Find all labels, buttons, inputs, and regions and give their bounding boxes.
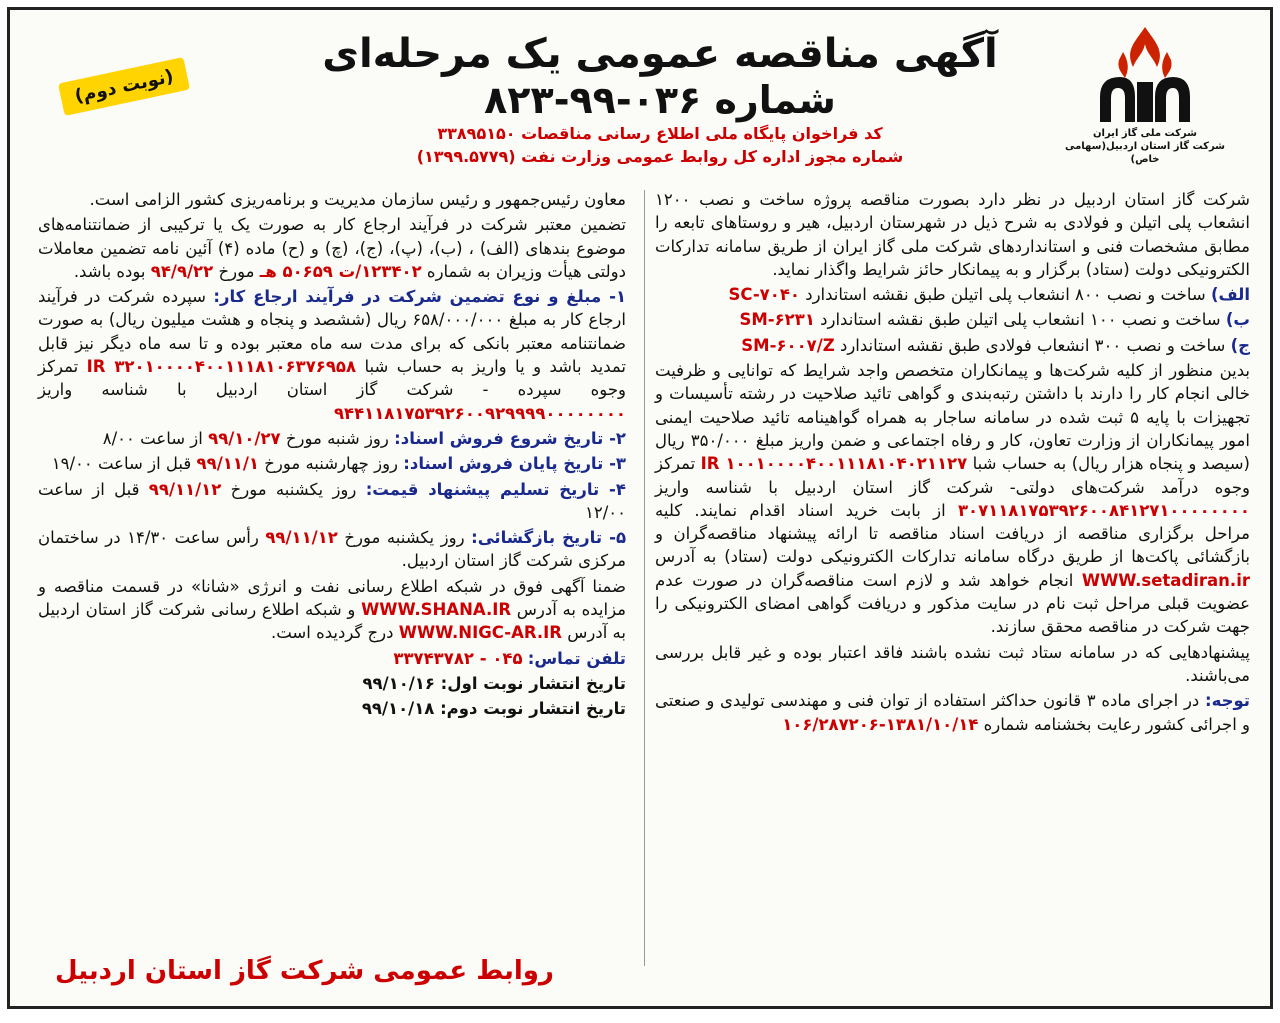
shana-paragraph: ضمنا آگهی فوق در شبکه اطلاع رسانی نفت و انرژی «شانا» در قسمت مناقصه و مزایده به آدرس WWW.SHANA.IR و شبکه اطلاع رسانی شرکت گاز استان اردبیل به آدرس WWW.NIGC-AR.IR درج گردیده است.: [38, 576, 627, 643]
nigc-link[interactable]: WWW.NIGC-AR.IR: [398, 623, 563, 643]
publish-date-2: تاریخ انتشار نوبت دوم: ۹۹/۱۰/۱۸: [361, 699, 626, 719]
payment-id-fee: ۳۰۷۱۱۸۱۷۵۳۹۲۶۰۰۸۴۱۲۷۱۰۰۰۰۰۰۰۰: [957, 500, 1250, 520]
notice-header: [10, 10, 1270, 185]
eligibility-paragraph: بدین منظور از کلیه شرکت‌ها و پیمانکاران متخصص واجد شرایط که توانایی و ظرفیت خالی انجام کار را دارند با داشتن رتبه‌بندی و گواهی تائید صلاحیت در رشته تأسیسات و تجهیزات با پایه ۵ ثبت شده در سامانه ساجار به همراه گواهینامه تائید صلاحیت ایمنی امور پیمانکاران از وزارت تعاون، کار و رفاه اجتماعی و ضمن واریز مبلغ ۳۵۰/۰۰۰ ریال (سیصد و پنجاه هزار ریال) به حساب شبا IR ۱۰۰۱۰۰۰۰۴۰۰۱۱۱۸۱۰۴۰۲۱۱۲۷ تمرکز وجوه درآمد شرکت‌های دولتی- شرکت گاز استان اردبیل با شناسه واریز ۳۰۷۱۱۸۱۷۵۳۹۲۶۰۰۸۴۱۲۷۱۰۰۰۰۰۰۰۰ از بابت خرید اسناد اقدام نمایند. کلیه مراحل برگزاری مناقصه از دریافت اسناد مناقصه تا ارائه پیشنهاد مناقصه‌گران و بازگشائی پاکت‌ها از طریق درگاه سامانه تدارکات الکترونیکی دولت (ستاد) به آدرس WWW.setadiran.ir انجام خواهد شد و لازم است مناقصه‌گران در صورت عدم عضویت قبلی مراحل ثبت نام در سایت مذکور و دریافت گواهی امضای الکترونیکی را جهت شرکت در مناقصه محقق سازند.: [655, 361, 1251, 637]
setad-link[interactable]: WWW.setadiran.ir: [1081, 570, 1250, 590]
section-2: ۲- تاریخ شروع فروش اسناد: روز شنبه مورخ ۹۹/۱۰/۲۷ از ساعت ۸/۰۰: [102, 428, 626, 448]
nigc-flame-icon: [1085, 22, 1205, 127]
continuation-text: معاون رئیس‌جمهور و رئیس سازمان مدیریت و برنامه‌ریزی کشور الزامی است.: [89, 190, 626, 209]
title-block: [310, 30, 1010, 168]
item-a: الف) ساخت و نصب ۸۰۰ انشعاب پلی اتیلن طبق نقشه استاندارد SC-۷۰۴۰: [728, 285, 1250, 305]
publish-date-1: تاریخ انتشار نوبت اول: ۹۹/۱۰/۱۶: [362, 673, 626, 693]
guarantee-paragraph: تضمین معتبر شرکت در فرآیند ارجاع کار به صورت یک یا ترکیبی از ضمانتنامه‌های موضوع بندهای (الف) ، (ب)، (پ)، (ج)، (چ) و (ح) ماده (۴) آئین نامه تضمین معاملات دولتی هیأت وزیران به شماره ۱۲۳۴۰۲/ت ۵۰۶۵۹ هـ مورخ ۹۴/۹/۲۲ بوده باشد.: [38, 215, 626, 281]
intro-paragraph: شرکت گاز استان اردبیل در نظر دارد بصورت مناقصه پروژه ساخت و نصب ۱۲۰۰ انشعاب پلی اتیلن و فولادی به شرح ذیل در شهرستان اردبیل، هیر و روستاهای تابعه را مطابق مشخصات فنی و استانداردهای شرکت ملی گاز ایران از طریق سامانه تدارکات الکترونیکی دولت (ستاد) برگزار و به پیمانکار حائز شرایط واگذار نماید.: [655, 190, 1250, 279]
invalid-bids-paragraph: پیشنهادهایی که در سامانه ستاد ثبت نشده باشند فاقد اعتبار بوده و غیر قابل بررسی می‌باشند.: [655, 642, 1250, 685]
portal-code: کد فراخوان پایگاه ملی اطلاع رسانی مناقصات ۳۳۸۹۵۱۵۰: [437, 124, 883, 143]
left-column: [38, 188, 626, 723]
company-name-2: شرکت گاز استان اردبیل(سهامی خاص): [1064, 141, 1225, 165]
item-c: ج) ساخت و نصب ۳۰۰ انشعاب فولادی طبق نقشه استاندارد SM-۶۰۰۷/Z: [741, 335, 1250, 355]
payment-id-deposit: ۹۴۴۱۱۸۱۷۵۳۹۲۶۰۰۹۲۹۹۹۹۰۰۰۰۰۰۰۰: [333, 403, 626, 423]
permit-number: شماره مجوز اداره کل روابط عمومی وزارت نفت (۱۳۹۹.۵۷۷۹): [416, 147, 904, 166]
company-name-1: شرکت ملی گاز ایران: [1093, 128, 1197, 139]
iban-fee: IR ۱۰۰۱۰۰۰۰۴۰۰۱۱۱۸۱۰۴۰۲۱۱۲۷: [700, 454, 968, 474]
tender-number: شماره ۰۳۶-۹۹-۸۲۳: [484, 78, 836, 122]
contact-phone: تلفن تماس: ۰۴۵ - ۳۳۷۴۳۷۸۲: [393, 648, 626, 668]
item-b: ب) ساخت و نصب ۱۰۰ انشعاب پلی اتیلن طبق نقشه استاندارد SM-۶۲۳۱: [739, 310, 1250, 330]
right-column: [655, 188, 1250, 738]
signature: روابط عمومی شرکت گاز استان اردبیل: [55, 956, 554, 986]
note-paragraph: توجه: در اجرای ماده ۳ قانون حداکثر استفاده از توان فنی و مهندسی تولیدی و صنعتی و اجرائی کشور رعایت بخشنامه شماره ۱۳۸۱/۱۰/۱۴-۱۰۶/۲۸۷۲۰۶: [655, 691, 1251, 734]
company-logo: [1060, 22, 1230, 166]
section-3: ۳- تاریخ پایان فروش اسناد: روز چهارشنبه مورخ ۹۹/۱۱/۱ قبل از ساعت ۱۹/۰۰: [51, 454, 626, 474]
page-title: آگهی مناقصه عمومی یک مرحله‌ای: [322, 31, 998, 77]
shana-link[interactable]: WWW.SHANA.IR: [361, 600, 512, 620]
section-1: ۱- مبلغ و نوع تضمین شرکت در فرآیند ارجاع کار: سپرده شرکت در فرآیند ارجاع کار به مبلغ ۶۵۸/۰۰۰/۰۰۰ ریال (ششصد و پنجاه و هشت میلیون ریال) به صورت ضمانتنامه معتبر بانکی که برای مدت سه ماه معتبر بوده و تا سه ماه دیگر نیز قابل تمدید باشد و یا واریز به حساب شبا IR ۳۲۰۱۰۰۰۰۴۰۰۱۱۱۸۱۰۶۳۷۶۹۵۸ تمرکز وجوه سپرده - شرکت گاز استان اردبیل با شناسه واریز ۹۴۴۱۱۸۱۷۵۳۹۲۶۰۰۹۲۹۹۹۹۰۰۰۰۰۰۰۰: [38, 287, 627, 423]
tender-notice: [7, 7, 1273, 1009]
section-4: ۴- تاریخ تسلیم پیشنهاد قیمت: روز یکشنبه مورخ ۹۹/۱۱/۱۲ قبل از ساعت ۱۲/۰۰: [38, 479, 626, 522]
iban-deposit: IR ۳۲۰۱۰۰۰۰۴۰۰۱۱۱۸۱۰۶۳۷۶۹۵۸: [86, 357, 357, 377]
column-divider: [644, 190, 645, 966]
section-5: ۵- تاریخ بازگشائی: روز یکشنبه مورخ ۹۹/۱۱/۱۲ رأس ساعت ۱۴/۳۰ در ساختمان مرکزی شرکت گاز استان اردبیل.: [38, 528, 627, 571]
second-round-badge: (نوبت دوم): [58, 57, 190, 116]
